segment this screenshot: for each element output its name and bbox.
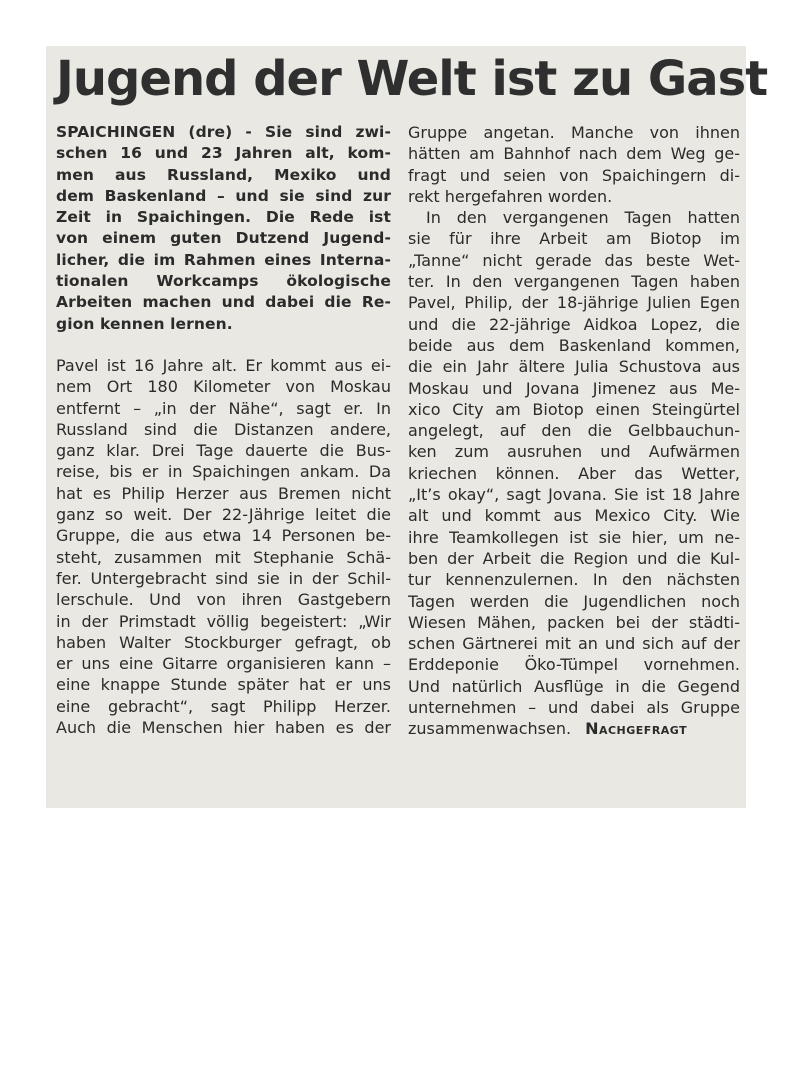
lead-line: schen 16 und 23 Jahren alt, kom- <box>56 144 391 163</box>
body-line: entfernt – „in der Nähe“, sagt er. In <box>56 398 391 418</box>
body-line: ganz so weit. Der 22-Jährige leitet die <box>56 505 391 525</box>
body-line: beide aus dem Baskenland kommen, <box>408 335 740 355</box>
lead-line: von einem guten Dutzend Jugend- <box>56 229 391 248</box>
final-line-text: zusammenwachsen. <box>408 719 572 739</box>
body-line: ter. In den vergangenen Tagen haben <box>408 272 740 292</box>
body-line: nem Ort 180 Kilometer von Moskau <box>56 377 391 397</box>
body-line: Moskau und Jovana Jimenez aus Me- <box>408 378 740 398</box>
body-line: angelegt, auf den die Gelbbauchun- <box>408 421 740 441</box>
body-line: Auch die Menschen hier haben es der <box>56 718 391 738</box>
article-lead <box>56 122 391 335</box>
newspaper-clipping <box>46 46 768 808</box>
body-line: in der Primstadt völlig begeistert: „Wir <box>56 611 391 631</box>
body-line: reise, bis er in Spaichingen ankam. Da <box>56 462 391 482</box>
body-line: er uns eine Gitarre organisieren kann – <box>56 654 391 674</box>
body-line: rekt hergefahren worden. <box>408 186 613 206</box>
body-line: In den vergangenen Tagen hatten <box>426 208 740 228</box>
body-line: alt und kommt aus Mexico City. Wie <box>408 506 740 526</box>
lead-line: tionalen Workcamps ökologische <box>56 272 391 291</box>
body-line: lerschule. Und von ihren Gastgebern <box>56 590 391 610</box>
body-line: Erddeponie Öko-Tümpel vornehmen. <box>408 655 740 675</box>
article-column-right <box>408 122 740 740</box>
lead-line: Zeit in Spaichingen. Die Rede ist <box>56 208 391 227</box>
lead-line: gion kennen lernen. <box>56 314 233 333</box>
body-line: und die 22-jährige Aidkoa Lopez, die <box>408 314 740 334</box>
body-line: „Tanne“ nicht gerade das beste Wet- <box>408 250 740 270</box>
body-line: ken zum ausruhen und Aufwärmen <box>408 442 740 462</box>
lead-line: Arbeiten machen und dabei die Re- <box>56 293 391 312</box>
body-line: Gruppe, die aus etwa 14 Personen be- <box>56 526 391 546</box>
body-line: hätten am Bahnhof nach dem Weg ge- <box>408 144 740 164</box>
body-line: Wiesen Mähen, packen bei der städti- <box>408 612 740 632</box>
body-line: die ein Jahr ältere Julia Schustova aus <box>408 357 740 377</box>
lead-line: dem Baskenland – und sie sind zur <box>56 186 391 205</box>
final-line <box>408 718 740 739</box>
body-line: eine knappe Stunde später hat er uns <box>56 675 391 695</box>
body-line: kriechen können. Aber das Wetter, <box>408 463 740 483</box>
lead-line: licher, die im Rahmen eines Interna- <box>56 250 391 269</box>
body-line: unternehmen – und dabei als Gruppe <box>408 698 740 718</box>
body-line: haben Walter Stockburger gefragt, ob <box>56 632 391 652</box>
lead-line: men aus Russland, Mexiko und <box>56 165 391 184</box>
body-line: ganz klar. Drei Tage dauerte die Bus- <box>56 441 391 461</box>
article-body-left <box>56 355 391 738</box>
body-line: xico City am Biotop einen Steingürtel <box>408 399 740 419</box>
author-signature: Nachgefragt <box>585 719 688 739</box>
body-line: schen Gärtnerei mit an und sich auf der <box>408 634 740 654</box>
body-line: Gruppe angetan. Manche von ihnen <box>408 123 740 142</box>
body-line: Tagen werden die Jugendlichen noch <box>408 591 740 611</box>
article-paragraph <box>408 122 740 207</box>
body-line: ihre Teamkollegen ist sie hier, um ne- <box>408 527 740 547</box>
body-line: steht, zusammen mit Stephanie Schä- <box>56 547 391 567</box>
body-line: Pavel, Philip, der 18-jährige Julien Egen <box>408 293 740 313</box>
body-line: fragt und seien von Spaichingern di- <box>408 165 740 185</box>
body-line: hat es Philip Herzer aus Bremen nicht <box>56 483 391 503</box>
body-line: Und natürlich Ausflüge in die Gegend <box>408 676 740 696</box>
body-line: Russland sind die Distanzen andere, <box>56 419 391 439</box>
body-line: „It’s okay“, sagt Jovana. Sie ist 18 Jahre <box>408 485 740 505</box>
body-line: fer. Untergebracht sind sie in der Schil- <box>56 568 391 588</box>
lead-line: SPAICHINGEN (dre) - Sie sind zwi- <box>56 123 391 141</box>
article-paragraph <box>408 207 740 739</box>
body-line: ben der Arbeit die Region und die Kul- <box>408 548 740 568</box>
body-line: tur kennenzulernen. In den nächsten <box>408 570 740 590</box>
article-column-left <box>56 122 391 738</box>
body-line: Pavel ist 16 Jahre alt. Er kommt aus ei- <box>56 355 391 375</box>
article-headline: Jugend der Welt ist zu Gast <box>56 51 768 107</box>
body-line: eine gebracht“, sagt Philipp Herzer. <box>56 696 391 716</box>
body-line: sie für ihre Arbeit am Biotop im <box>408 229 740 249</box>
